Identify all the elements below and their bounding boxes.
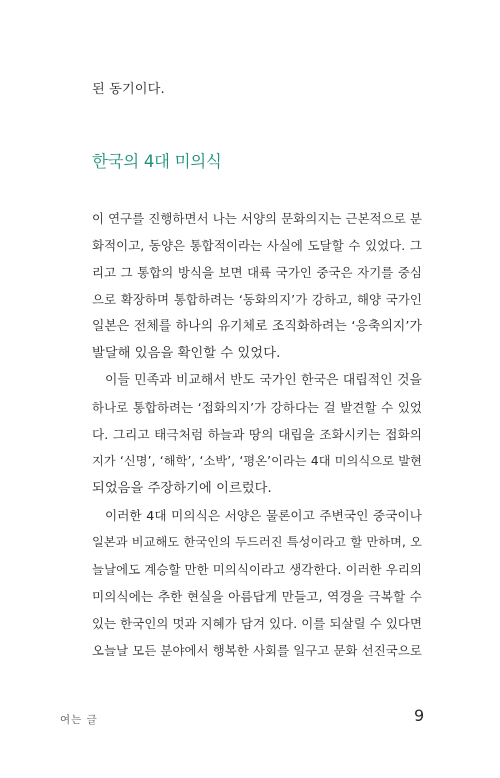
opening-text — [92, 76, 422, 103]
paragraph-line: 미의식에는 추한 현실을 아름답게 만들고, 역경을 극복할 수 — [92, 589, 422, 604]
paragraph-line: 오늘날 모든 분야에서 행복한 사회를 일구고 문화 선진국으로 — [92, 643, 422, 658]
paragraph-line: 이들 민족과 비교해서 반도 국가인 한국은 대립적인 것을 — [105, 373, 422, 388]
paragraph-line: 발달해 있음을 확인할 수 있었다. — [92, 346, 281, 361]
paragraph-line: 리고 그 통합의 방식을 보면 대륙 국가인 중국은 자기를 중심 — [92, 265, 422, 280]
opening-line: 된 동기이다. — [92, 82, 165, 97]
paragraph-line: 이 연구를 진행하면서 나는 서양의 문화의지는 근본적으로 분 — [92, 211, 422, 226]
page-number: 9 — [414, 706, 425, 725]
paragraph-line: 있는 한국인의 멋과 지혜가 담겨 있다. 이를 되살릴 수 있다면 — [92, 616, 422, 631]
paragraph-line: 지가 ‘신명’, ‘해학’, ‘소박’, ‘평온’이라는 4대 미의식으로 발현 — [92, 454, 422, 468]
running-footer-section: 여는 글 — [60, 714, 98, 726]
paragraph-line: 되었음을 주장하기에 이르렀다. — [92, 481, 272, 496]
paragraph-2 — [92, 367, 422, 502]
paragraph-line: 하나로 통합하려는 ‘접화의지’가 강하다는 걸 발견할 수 있었 — [92, 400, 422, 415]
paragraph-line: 일본과 비교해도 한국인의 두드러진 특성이라고 할 만하며, 오 — [92, 535, 422, 549]
paragraph-3 — [92, 502, 422, 664]
paragraph-1 — [92, 205, 422, 367]
paragraph-line: 일본은 전체를 하나의 유기체로 조직화하려는 ‘응축의지’가 — [92, 319, 422, 334]
paragraph-line: 이러한 4대 미의식은 서양은 물론이고 주변국인 중국이나 — [105, 508, 422, 523]
section-heading: 한국의 4대 미의식 — [92, 152, 222, 171]
paragraph-line: 늘날에도 계승할 만한 미의식이라고 생각한다. 이러한 우리의 — [92, 562, 422, 577]
paragraph-line: 다. 그리고 태극처럼 하늘과 땅의 대립을 조화시키는 접화의 — [92, 427, 422, 442]
paragraph-line: 으로 확장하며 통합하려는 ‘동화의지’가 강하고, 해양 국가인 — [92, 292, 422, 307]
paragraph-line: 화적이고, 동양은 통합적이라는 사실에 도달할 수 있었다. 그 — [92, 238, 422, 253]
